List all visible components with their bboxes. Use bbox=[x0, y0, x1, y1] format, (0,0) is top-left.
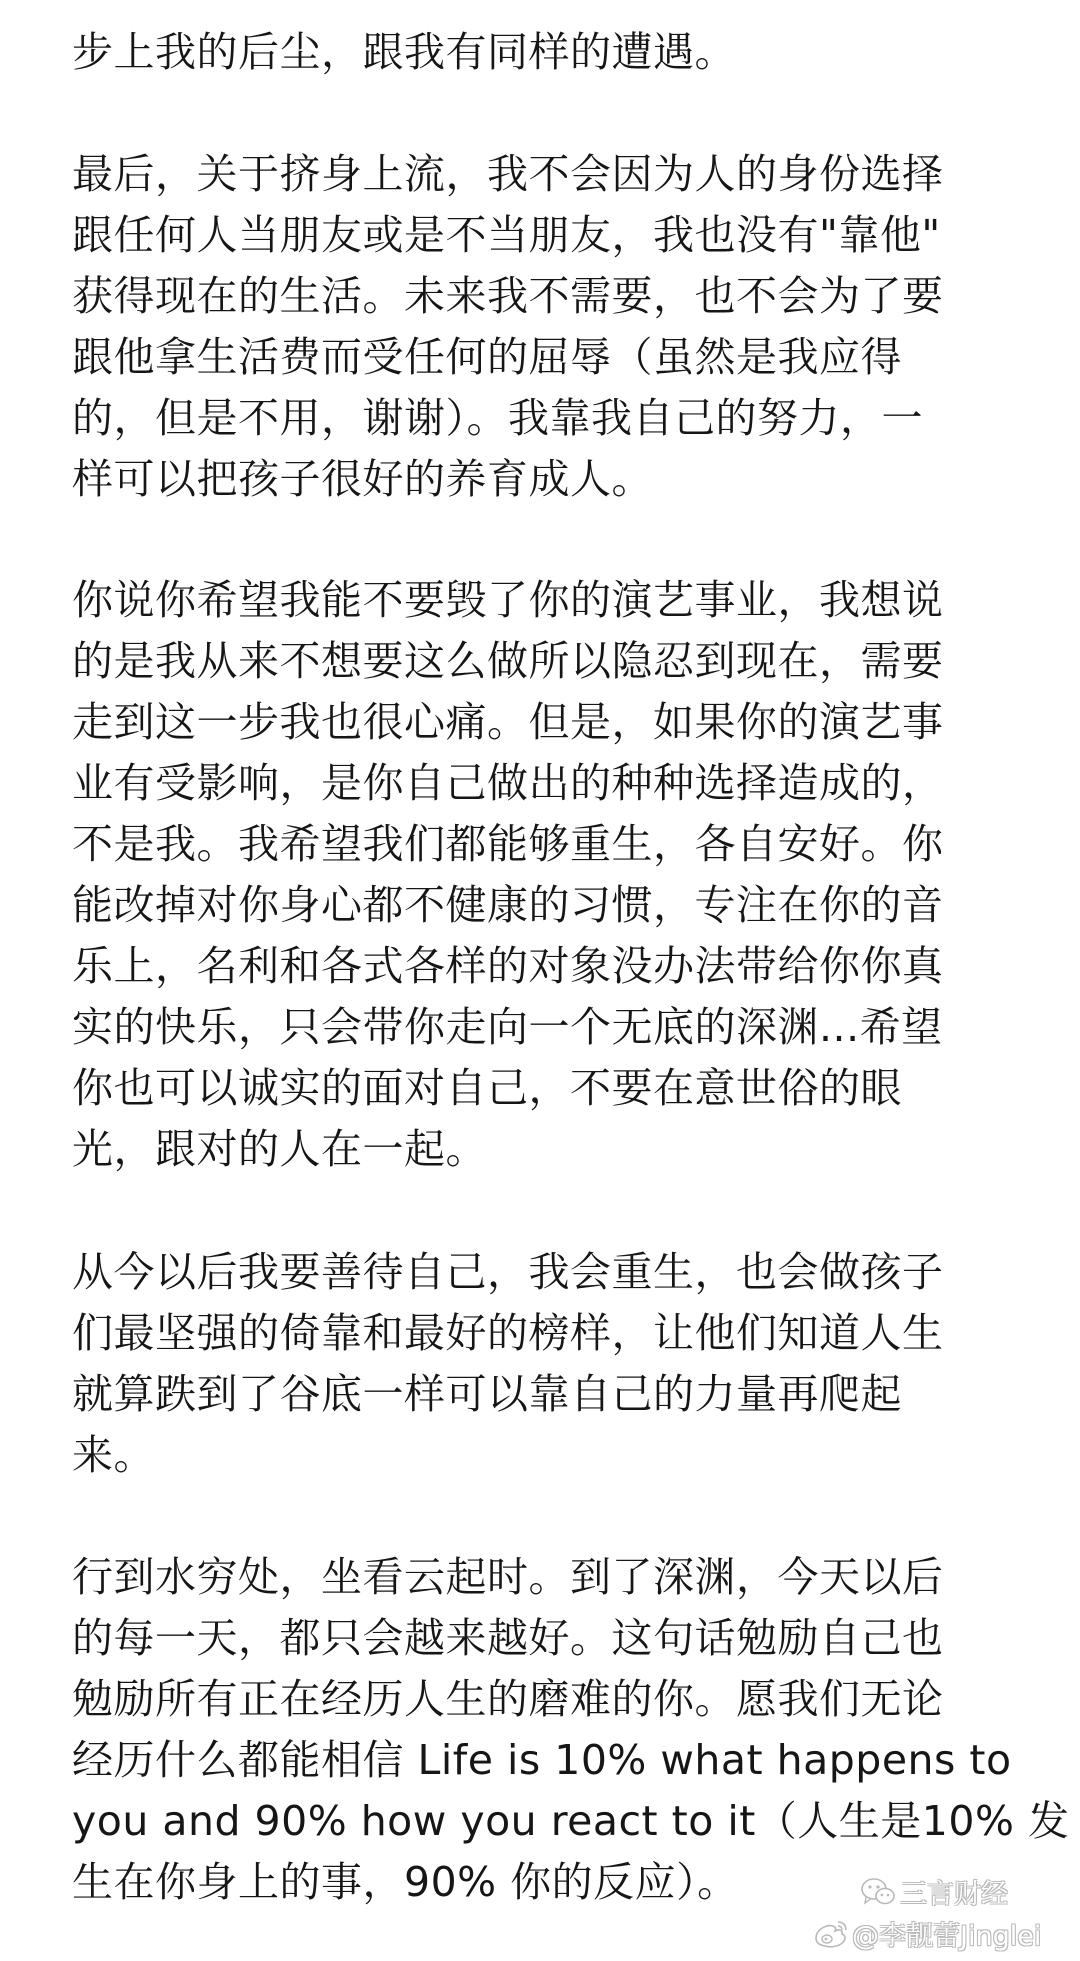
text-line: 们最坚强的倚靠和最好的榜样，让他们知道人生 bbox=[72, 1309, 944, 1357]
text-line: 行到水穷处，坐看云起时。到了深渊，今天以后 bbox=[72, 1553, 944, 1601]
text-line: 跟他拿生活费而受任何的屈辱（虽然是我应得 bbox=[72, 333, 902, 381]
wechat-account-name: 三言财经 bbox=[900, 1879, 1008, 1910]
paragraph-3 bbox=[72, 570, 1032, 1180]
text-line: 从今以后我要善待自己，我会重生，也会做孩子 bbox=[72, 1248, 944, 1296]
paragraph-2 bbox=[72, 144, 1032, 510]
weibo-account-name: @李靓蕾Jinglei bbox=[852, 1921, 1042, 1952]
watermark bbox=[812, 1868, 1062, 1956]
paragraph-1 bbox=[72, 22, 1032, 83]
weibo-watermark bbox=[812, 1914, 1041, 1953]
text-line: 实的快乐，只会带你走向一个无底的深渊...希望 bbox=[72, 1003, 943, 1051]
weibo-icon bbox=[812, 1918, 848, 1950]
wechat-icon bbox=[860, 1876, 896, 1908]
text-line: 业有受影响，是你自己做出的种种选择造成的， bbox=[72, 759, 944, 807]
text-line: 最后，关于挤身上流，我不会因为人的身份选择 bbox=[72, 150, 944, 198]
text-line: you and 90% how you react to it（人生是10% 发 bbox=[72, 1797, 1070, 1845]
text-line: 获得现在的生活。未来我不需要，也不会为了要 bbox=[72, 272, 944, 320]
text-line: 的，但是不用，谢谢）。我靠我自己的努力，一 bbox=[72, 394, 923, 442]
text-line: 走到这一步我也很心痛。但是，如果你的演艺事 bbox=[72, 698, 944, 746]
text-line: 你说你希望我能不要毁了你的演艺事业，我想说 bbox=[72, 576, 944, 624]
text-line: 样可以把孩子很好的养育成人。 bbox=[72, 455, 653, 503]
wechat-watermark bbox=[860, 1872, 1008, 1911]
text-line: 生在你身上的事，90% 你的反应）。 bbox=[72, 1858, 739, 1906]
text-line: 光，跟对的人在一起。 bbox=[72, 1125, 487, 1173]
text-line: 乐上，名利和各式各样的对象没办法带给你你真 bbox=[72, 942, 944, 990]
text-line: 经历什么都能相信 Life is 10% what happens to bbox=[72, 1736, 1012, 1784]
text-line: 的是我从来不想要这么做所以隐忍到现在，需要 bbox=[72, 637, 944, 685]
text-line: 来。 bbox=[72, 1431, 155, 1479]
text-line: 跟任何人当朋友或是不当朋友，我也没有"靠他" bbox=[72, 211, 941, 259]
text-line: 步上我的后尘，跟我有同样的遭遇。 bbox=[72, 28, 736, 76]
text-line: 的每一天，都只会越来越好。这句话勉励自己也 bbox=[72, 1614, 944, 1662]
paragraph-4 bbox=[72, 1242, 1032, 1486]
paragraph-5 bbox=[72, 1547, 1070, 1913]
text-line: 就算跌到了谷底一样可以靠自己的力量再爬起 bbox=[72, 1370, 902, 1418]
text-line: 你也可以诚实的面对自己，不要在意世俗的眼 bbox=[72, 1064, 902, 1112]
text-line: 勉励所有正在经历人生的磨难的你。愿我们无论 bbox=[72, 1675, 944, 1723]
text-line: 不是我。我希望我们都能够重生，各自安好。你 bbox=[72, 820, 944, 868]
text-line: 能改掉对你身心都不健康的习惯，专注在你的音 bbox=[72, 881, 944, 929]
